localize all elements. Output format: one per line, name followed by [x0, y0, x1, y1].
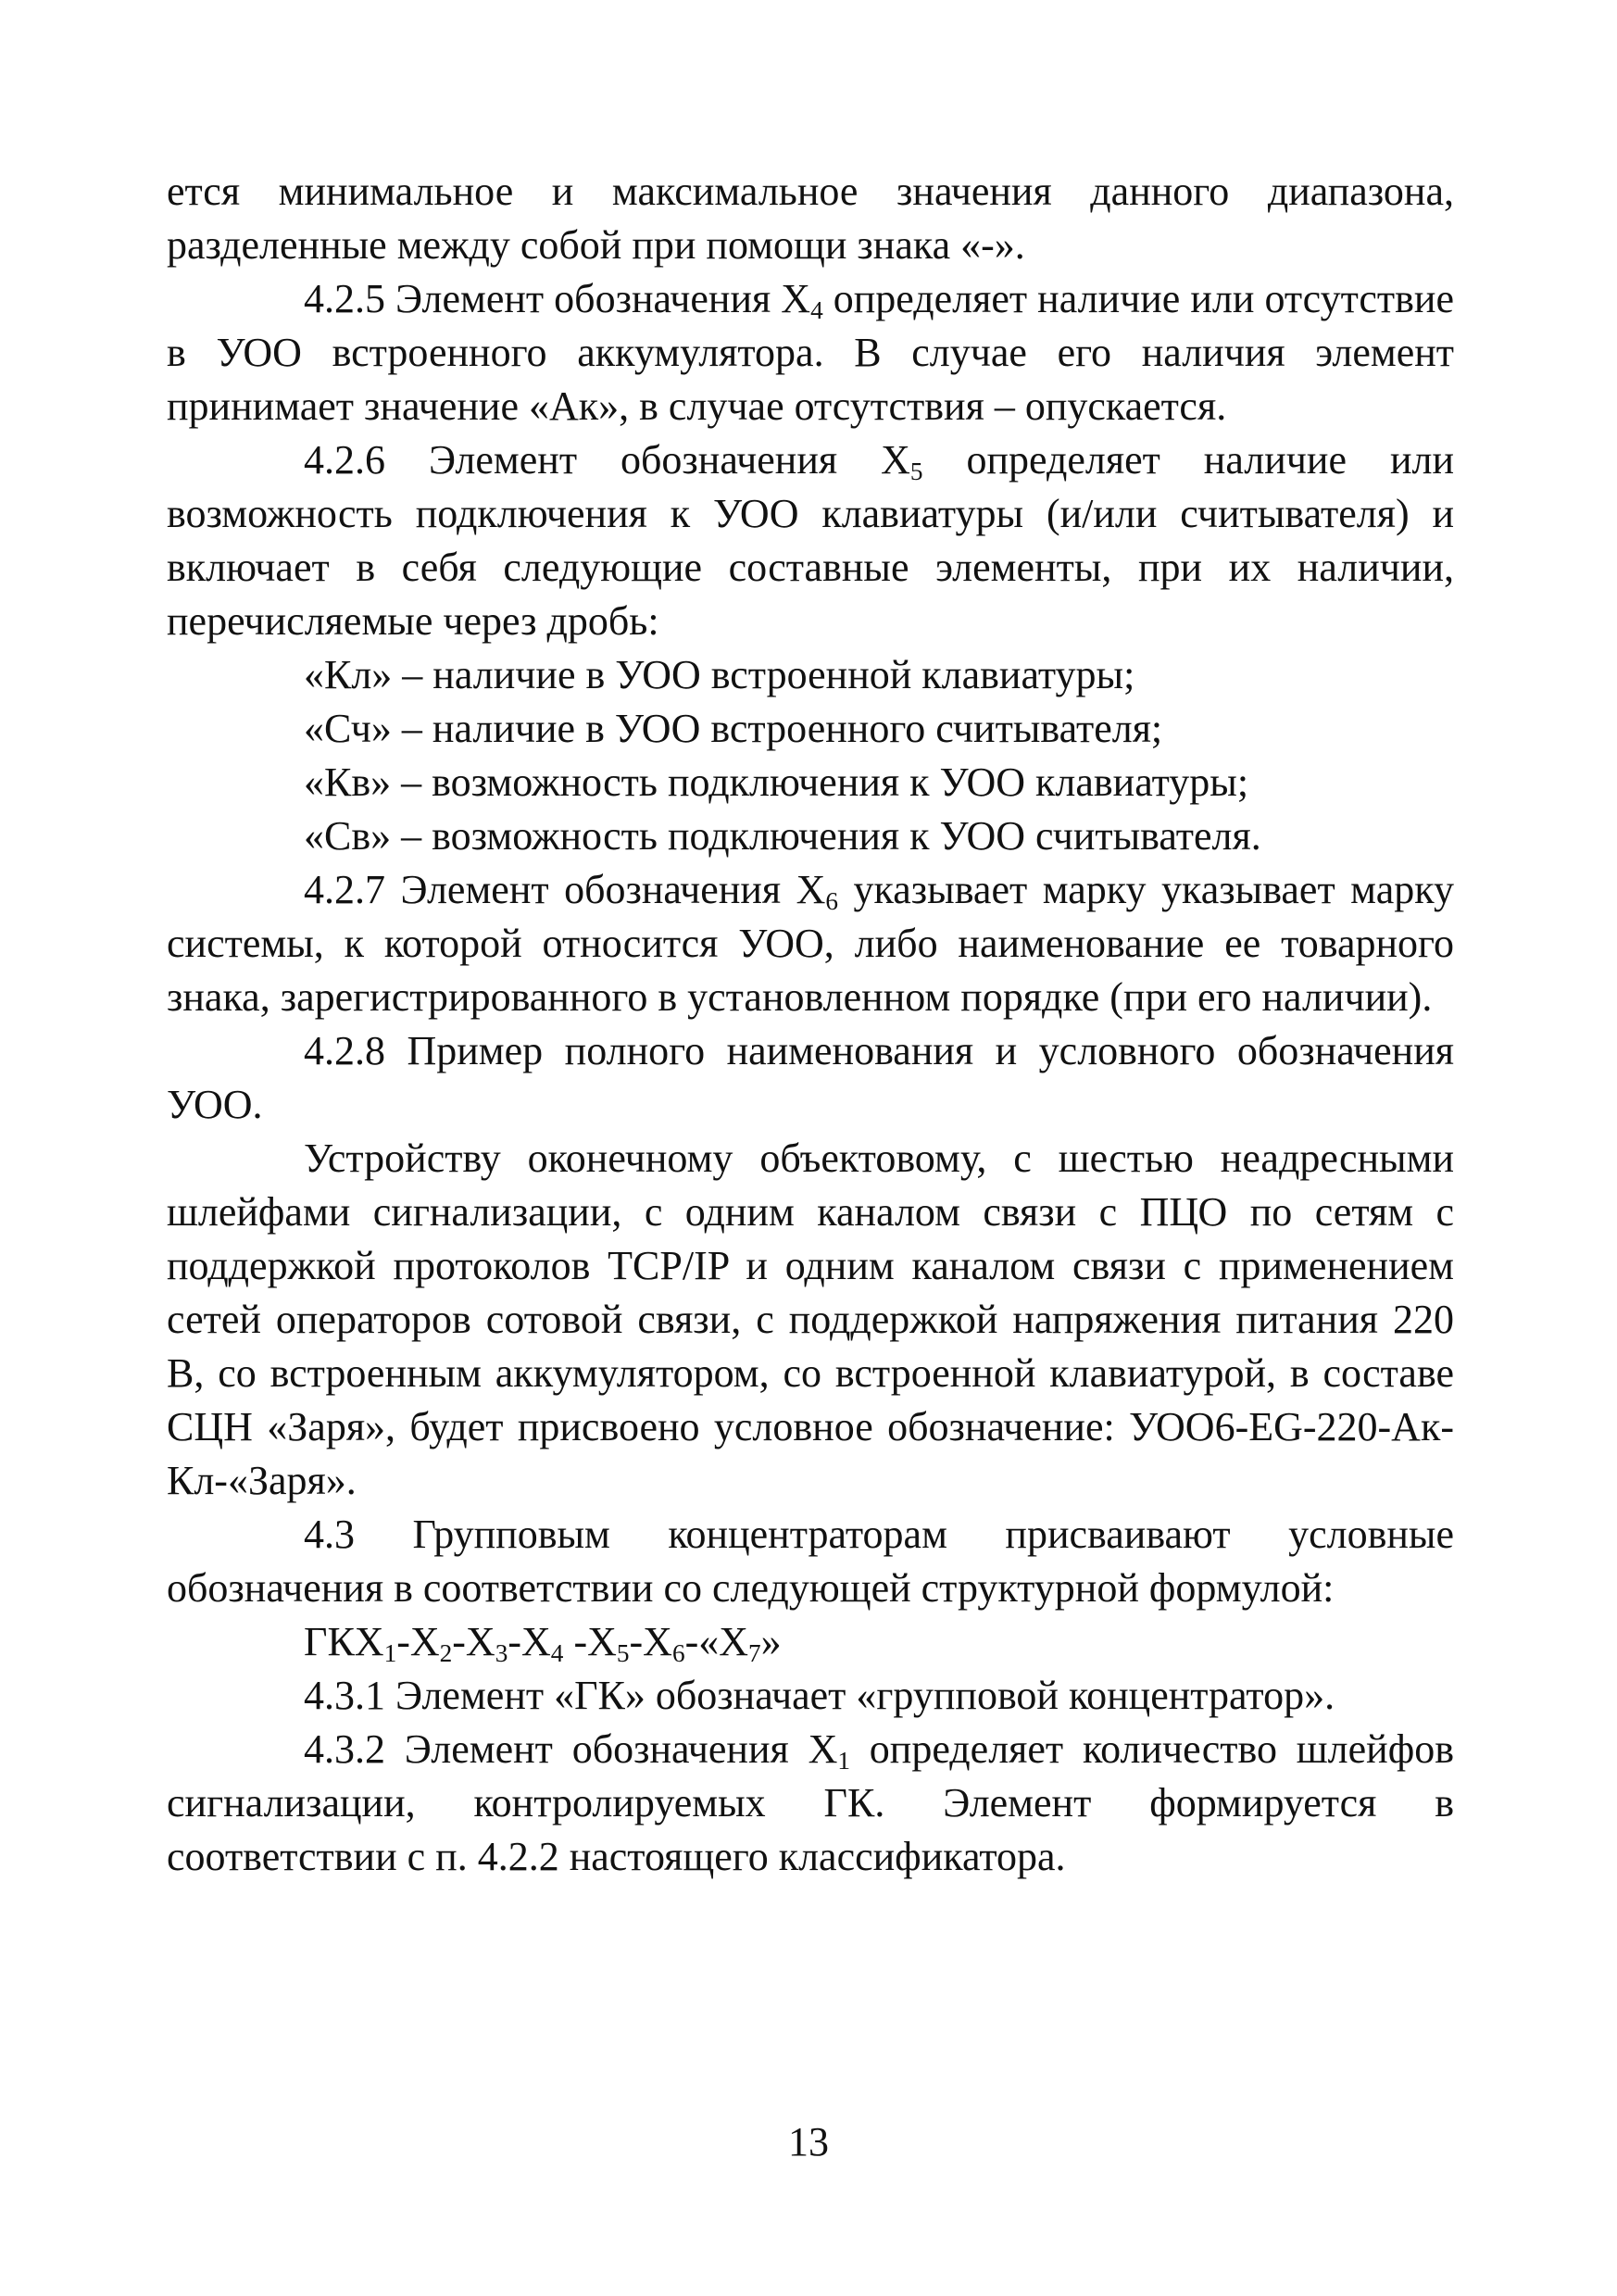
paragraph-text: 4.3.2 Элемент обозначения Х: [304, 1726, 838, 1772]
paragraph-text: указывает марку указывает марку системы, к которой относится УОО, либо наименование ее товарного знака, зарегистрированного в установленном порядке (при его наличии).: [167, 867, 1455, 1020]
paragraph-4-2-8: 4.2.8 Пример полного наименования и условного обозначения УОО.: [167, 1028, 1454, 1127]
formula-text: -«Х: [684, 1619, 749, 1664]
paragraph-example: Устройству оконечному объектовому, с шестью неадресными шлейфами сигнализации, с одним каналом связи с ПЦО по сетям с поддержкой протоколов TCP/IP и одним каналом связи с применением сетей операторов сотовой связи, с поддержкой напряжения питания 220 В, со встроенным аккумулятором, со встроенной клавиатурой, в составе СЦН «Заря», будет присвоено условное обозначение: УОО6-EG-220-Ак-Кл-«Заря».: [167, 1135, 1454, 1503]
paragraph-text: 4.2.5 Элемент обозначения Х: [304, 276, 811, 321]
list-item: «Кл» – наличие в УОО встроенной клавиатуры;: [304, 652, 1135, 697]
formula-text: ГКХ: [304, 1619, 384, 1664]
list-item: «Св» – возможность подключения к УОО считывателя.: [304, 813, 1261, 859]
paragraph-4-2-5: [167, 272, 1454, 433]
subscript: 7: [748, 1638, 761, 1667]
formula-text: -Х: [452, 1619, 495, 1664]
paragraph-4-2-7: [167, 863, 1454, 1024]
list-item: «Сч» – наличие в УОО встроенного считывателя;: [304, 706, 1163, 751]
subscript: 1: [837, 1746, 850, 1775]
page-number: 13: [788, 2119, 829, 2164]
subscript: 1: [383, 1638, 397, 1667]
paragraph-text: определяет наличие или возможность подключения к УОО клавиатуры (и/или считывателя) и включает в себя следующие составные элементы, при их наличии, перечисляемые через дробь:: [167, 437, 1454, 644]
subscript: 3: [495, 1638, 508, 1667]
list-item: «Кв» – возможность подключения к УОО клавиатуры;: [304, 759, 1249, 805]
paragraph-text: 4.2.6 Элемент обозначения Х: [304, 437, 910, 483]
paragraph-text: определяет количество шлейфов сигнализации, контролируемых ГК. Элемент формируется в соответствии с п. 4.2.2 настоящего классификатора.: [167, 1726, 1454, 1879]
subscript: 2: [439, 1638, 453, 1667]
subscript: 6: [825, 886, 839, 915]
paragraph-text: 4.2.7 Элемент обозначения Х: [304, 867, 826, 912]
formula-text: -Х: [396, 1619, 440, 1664]
formula-text: -Х: [508, 1619, 551, 1664]
formula-text: -Х: [629, 1619, 672, 1664]
paragraph-4-2-6: [167, 433, 1454, 648]
paragraph-4-3-1: 4.3.1 Элемент «ГК» обозначает «групповой концентратор».: [304, 1673, 1335, 1718]
paragraph-text: определяет наличие или отсутствие в УОО встроенного аккумулятора. В случае его наличия элемент принимает значение «Ак», в случае отсутствия – опускается.: [167, 276, 1454, 429]
subscript: 4: [550, 1638, 564, 1667]
subscript: 6: [671, 1638, 685, 1667]
structural-formula: [167, 1615, 1454, 1669]
formula-text: »: [760, 1619, 782, 1664]
subscript: 5: [909, 457, 923, 485]
body-text: [167, 165, 1454, 1884]
paragraph-4-3: 4.3 Групповым концентраторам присваивают условные обозначения в соответствии со следующей структурной формулой:: [167, 1512, 1454, 1611]
paragraph-range-continuation: ется минимальное и максимальное значения данного диапазона, разделенные между собой при помощи знака «-».: [167, 169, 1454, 268]
subscript: 4: [810, 295, 823, 324]
subscript: 5: [616, 1638, 630, 1667]
paragraph-4-3-2: [167, 1723, 1454, 1884]
formula-text: -Х: [563, 1619, 617, 1664]
